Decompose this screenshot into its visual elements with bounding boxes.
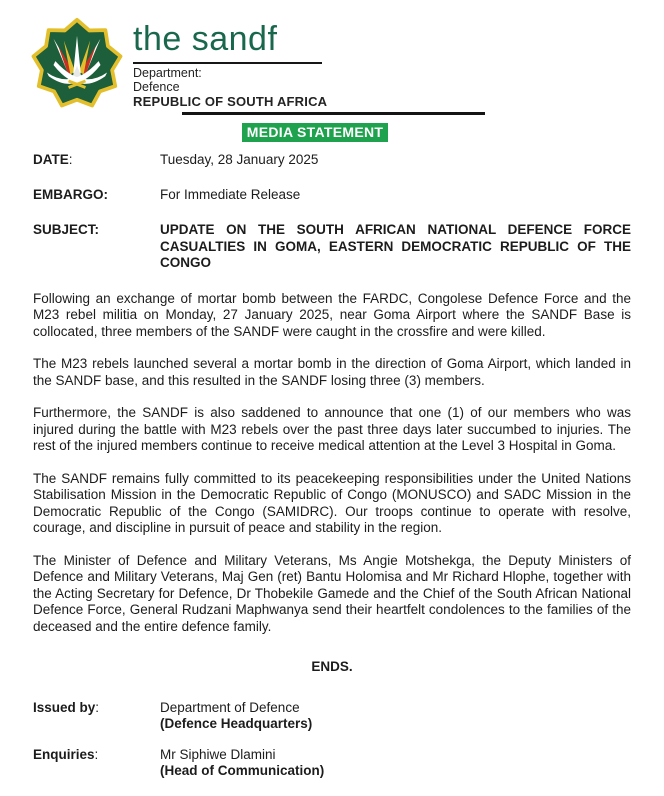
- paragraph-4: The SANDF remains fully committed to its peacekeeping responsibilities under the United Nations Stabilisation Mission in the Democratic Republic of Congo (MONUSCO) and SADC Mission in the Democratic Republic of the Congo (SAMIDRC). Our troops continue to operate with resolve, courage, and discipline in pursuit of peace and stability in the region.: [33, 470, 631, 535]
- enquiries-value: [160, 747, 631, 779]
- department-block: [133, 67, 327, 109]
- issued-by-org: Department of Defence: [160, 700, 300, 715]
- issued-by-label-text: Issued by: [33, 700, 96, 715]
- country-name: REPUBLIC OF SOUTH AFRICA: [133, 94, 328, 109]
- paragraph-3: Furthermore, the SANDF is also saddened to announce that one (1) of our members who was injured during the battle with M23 rebels over the past three days later succumbed to injuries. The rest of the injured members continue to receive medical attention at the Level 3 Hospital in Goma.: [33, 405, 631, 453]
- date-label: [33, 152, 160, 168]
- date-label-text: DATE: [33, 152, 69, 167]
- enquiries-colon: :: [94, 747, 99, 762]
- department-label: Department:: [133, 66, 202, 80]
- enquiries-label: [33, 747, 160, 779]
- paragraph-2: The M23 rebels launched several a mortar bomb in the direction of Goma Airport, which landed in the SANDF base, and this resulted in the SANDF losing three (3) members.: [33, 356, 631, 388]
- sandf-emblem-icon: [30, 14, 124, 114]
- paragraph-5: The Minister of Defence and Military Veterans, Ms Angie Motshekga, the Deputy Ministers of Defence and Military Veterans, Maj Gen (ret) Bantu Holomisa and Mr Richard Hlophe, together with the Acting Secretary for Defence, Dr Thobekile Gamede and the Chief of the South African National Defence Force, General Rudzani Maphwanya send their heartfelt condolences to the families of the deceased and the entire defence family.: [33, 552, 631, 634]
- subject-label: SUBJECT:: [33, 222, 100, 237]
- enquiries-label-text: Enquiries: [33, 747, 95, 762]
- subject-value: UPDATE ON THE SOUTH AFRICAN NATIONAL DEFENCE FORCE CASUALTIES IN GOMA, EASTERN DEMOCRATIC REPUBLIC OF THE CONGO: [160, 222, 631, 270]
- media-statement-banner: MEDIA STATEMENT: [242, 123, 388, 142]
- date-row: [33, 152, 631, 168]
- org-name: the sandf: [133, 20, 278, 58]
- issued-by-sub: (Defence Headquarters): [160, 716, 313, 731]
- embargo-label: EMBARGO:: [33, 187, 108, 202]
- banner-wrap: [0, 123, 630, 142]
- issued-by-colon: :: [95, 700, 100, 715]
- date-colon: :: [68, 152, 73, 167]
- enquiries-row: [33, 747, 631, 779]
- date-value: Tuesday, 28 January 2025: [160, 152, 319, 167]
- ends-marker: ENDS.: [311, 659, 353, 674]
- paragraph-1: Following an exchange of mortar bomb between the FARDC, Congolese Defence Force and the M23 rebel militia on Monday, 27 January 2025, near Goma Airport where the SANDF Base is collocated, three members of the SANDF were caught in the crossfire and were killed.: [33, 290, 631, 339]
- enquiries-person: Mr Siphiwe Dlamini: [160, 747, 276, 762]
- issued-by-row: [33, 700, 631, 732]
- brand-underline: [133, 62, 322, 64]
- subject-row: [33, 222, 631, 272]
- embargo-value: For Immediate Release: [160, 187, 301, 202]
- header-divider: [182, 112, 485, 115]
- enquiries-sub: (Head of Communication): [160, 763, 325, 778]
- embargo-row: [33, 187, 631, 203]
- document-content: [33, 152, 631, 794]
- issued-by-value: [160, 700, 631, 732]
- issued-by-label: [33, 700, 160, 732]
- department-name: Defence: [133, 79, 180, 94]
